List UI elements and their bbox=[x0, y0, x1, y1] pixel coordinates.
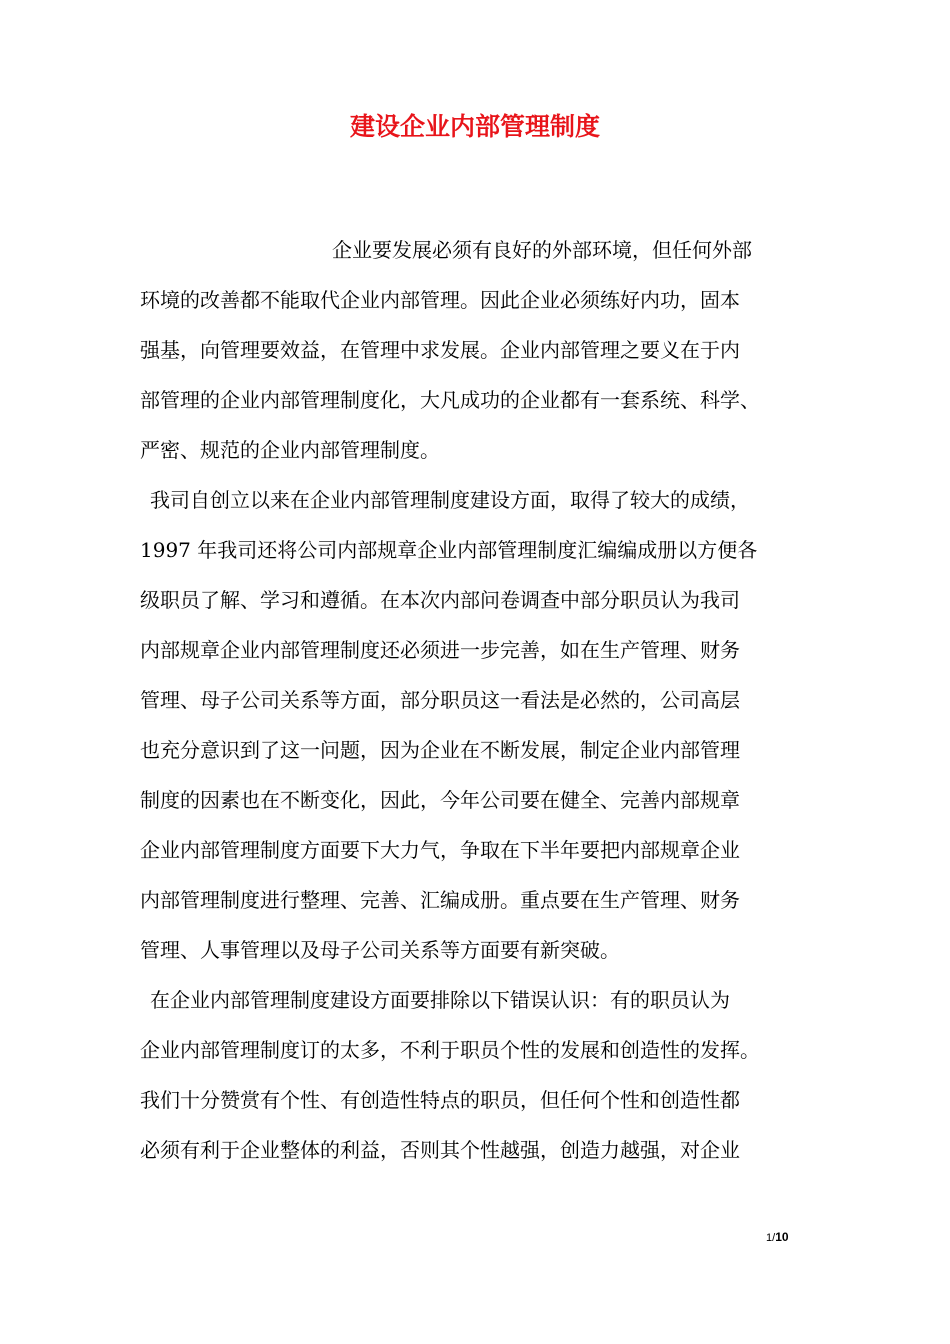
text-line: 企业内部管理制度方面要下大力气，争取在下半年要把内部规章企业 bbox=[140, 838, 740, 862]
text-line: 部管理的企业内部管理制度化，大凡成功的企业都有一套系统、科学、 bbox=[140, 388, 760, 412]
page-number bbox=[766, 1230, 789, 1245]
text-line: 企业要发展必须有良好的外部环境，但任何外部 bbox=[332, 238, 752, 262]
text-line: 我司自创立以来在企业内部管理制度建设方面，取得了较大的成绩， bbox=[150, 488, 750, 512]
text-line: 内部管理制度进行整理、完善、汇编成册。重点要在生产管理、财务 bbox=[140, 888, 740, 912]
text-line: 管理、母子公司关系等方面，部分职员这一看法是必然的，公司高层 bbox=[140, 688, 740, 712]
text-line: 制度的因素也在不断变化，因此，今年公司要在健全、完善内部规章 bbox=[140, 788, 740, 812]
text-line: 环境的改善都不能取代企业内部管理。因此企业必须练好内功，固本 bbox=[140, 288, 740, 312]
text-line: 级职员了解、学习和遵循。在本次内部问卷调查中部分职员认为我司 bbox=[140, 588, 740, 612]
text-line: 企业内部管理制度订的太多，不利于职员个性的发展和创造性的发挥。 bbox=[140, 1038, 760, 1062]
page-title: 建设企业内部管理制度 bbox=[349, 112, 600, 141]
text-line: 内部规章企业内部管理制度还必须进一步完善，如在生产管理、财务 bbox=[140, 638, 740, 662]
page-total: 10 bbox=[775, 1230, 789, 1244]
text-line: 在企业内部管理制度建设方面要排除以下错误认识：有的职员认为 bbox=[150, 988, 730, 1012]
text-line: 管理、人事管理以及母子公司关系等方面要有新突破。 bbox=[140, 938, 620, 962]
text-line: 也充分意识到了这一问题，因为企业在不断发展，制定企业内部管理 bbox=[140, 738, 740, 762]
text-line: 1997 年我司还将公司内部规章企业内部管理制度汇编编成册以方便各 bbox=[140, 538, 758, 562]
text-line: 强基，向管理要效益，在管理中求发展。企业内部管理之要义在于内 bbox=[140, 338, 740, 362]
text-line: 严密、规范的企业内部管理制度。 bbox=[140, 438, 440, 462]
text-line: 必须有利于企业整体的利益，否则其个性越强，创造力越强，对企业 bbox=[140, 1138, 740, 1162]
text-line: 我们十分赞赏有个性、有创造性特点的职员，但任何个性和创造性都 bbox=[140, 1088, 740, 1112]
page-current: 1 bbox=[766, 1232, 773, 1244]
page-separator: / bbox=[772, 1232, 776, 1244]
